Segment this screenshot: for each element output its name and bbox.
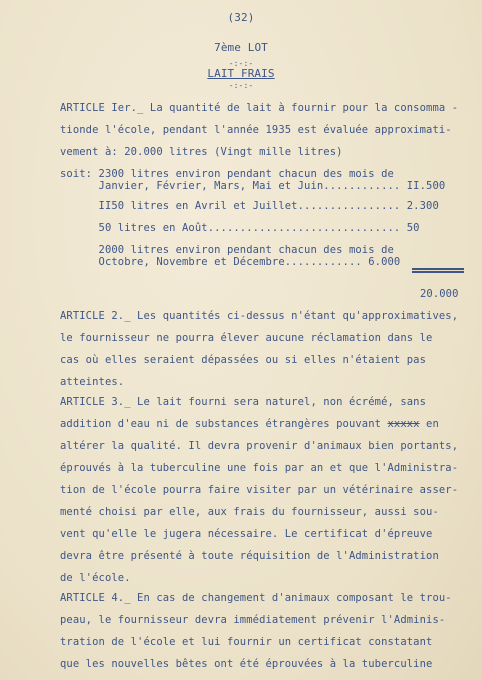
- article2-line-2: le fournisseur ne pourra élever aucune réclamation dans le: [60, 332, 433, 344]
- soit-line-1: soit: 2300 litres environ pendant chacun des mois de: [60, 168, 394, 180]
- separator-bottom: -:-:-: [228, 81, 254, 90]
- soit-line-3: II50 litres en Avril et Juillet................ 2.300: [60, 200, 439, 212]
- lot-heading: 7ème LOT: [214, 41, 268, 54]
- article1-line-2: tionde l'école, pendant l'année 1935 est évaluée approximati-: [60, 124, 452, 136]
- article3-line-2-text: addition d'eau ni de substances étrangères pouvant: [60, 418, 388, 430]
- article3-line-8: devra être présenté à toute réquisition de l'Administration: [60, 550, 439, 562]
- subject-heading: LAIT FRAIS: [207, 67, 275, 80]
- article3-line-2: [60, 418, 439, 430]
- article4-line-3: tration de l'école et lui fournir un certificat constatant: [60, 636, 433, 648]
- struck-out-word: xxxxx: [387, 418, 420, 430]
- total-rule-1: [412, 268, 464, 270]
- article1-line-1: ARTICLE Ier._ La quantité de lait à fournir pour la consomma -: [60, 102, 459, 114]
- article3-line-2-end: en: [419, 418, 439, 430]
- article4-line-1: ARTICLE 4._ En cas de changement d'animaux composant le trou-: [60, 592, 452, 604]
- soit-line-2: Janvier, Février, Mars, Mai et Juin............ II.500: [60, 180, 446, 192]
- total-rule-2: [412, 271, 464, 273]
- article4-line-2: peau, le fournisseur devra immédiatement prévenir l'Adminis-: [60, 614, 446, 626]
- article3-line-1: ARTICLE 3._ Le lait fourni sera naturel, non écrémé, sans: [60, 396, 427, 408]
- article3-line-3: altérer la qualité. Il devra provenir d'animaux bien portants,: [60, 440, 459, 452]
- soit-line-6: Octobre, Novembre et Décembre............ 6.000: [60, 256, 401, 268]
- soit-line-5: 2000 litres environ pendant chacun des mois de: [60, 244, 394, 256]
- article2-line-1: ARTICLE 2._ Les quantités ci-dessus n'étant qu'approximatives,: [60, 310, 459, 322]
- article2-line-3: cas où elles seraient dépassées ou si elles n'étaient pas: [60, 354, 427, 366]
- page-number: (32): [227, 11, 255, 24]
- soit-line-4: 50 litres en Août.............................. 50: [60, 222, 420, 234]
- article4-line-4: que les nouvelles bêtes ont été éprouvées à la tuberculine: [60, 658, 433, 670]
- article3-line-7: vent qu'elle le jugera nécessaire. Le certificat d'épreuve: [60, 528, 433, 540]
- separator-top: -:-:-: [228, 59, 254, 68]
- article3-line-6: menté choisi par elle, aux frais du fournisseur, aussi sou-: [60, 506, 439, 518]
- article2-line-4: atteintes.: [60, 376, 125, 388]
- article3-line-5: tion de l'école pourra faire visiter par un vétérinaire asser-: [60, 484, 459, 496]
- article1-line-3: vement à: 20.000 litres (Vingt mille litres): [60, 146, 343, 158]
- article3-line-9: de l'école.: [60, 572, 131, 584]
- article1-total: 20.000: [420, 288, 459, 300]
- article3-line-4: éprouvés à la tuberculine une fois par an et que l'Administra-: [60, 462, 459, 474]
